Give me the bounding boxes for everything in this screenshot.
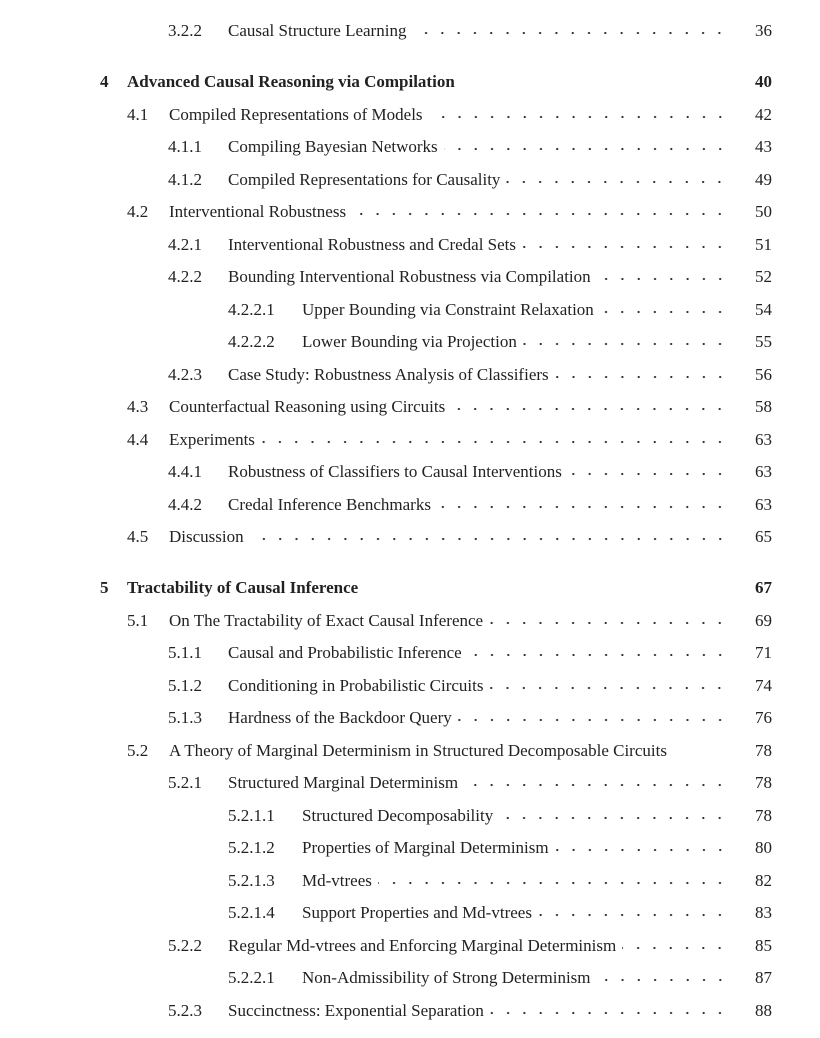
dot-leader — [506, 165, 728, 185]
dot-leader — [250, 522, 728, 542]
toc-entry-page: 69 — [755, 610, 772, 630]
toc-entry-body — [169, 521, 728, 554]
toc-entry-body — [169, 99, 728, 132]
toc-entry[interactable] — [0, 767, 820, 800]
toc-entry-number: 5 — [100, 578, 109, 597]
toc-entry[interactable] — [0, 164, 820, 197]
toc-entry-title: Discussion — [169, 527, 244, 546]
toc-entry[interactable] — [0, 735, 820, 768]
toc-entry-page: 74 — [755, 675, 772, 695]
toc-entry-title: Case Study: Robustness Analysis of Classifiers — [228, 364, 549, 384]
toc-entry-page: 43 — [755, 137, 772, 156]
dot-leader — [458, 703, 728, 723]
toc-entry-page: 82 — [755, 870, 772, 890]
toc-entry-title: Non-Admissibility of Strong Determinism — [302, 968, 591, 987]
toc-entry-body — [302, 897, 728, 930]
toc-entry-number: 4.2.2.1 — [228, 299, 275, 319]
toc-entry-body — [228, 995, 728, 1028]
toc-entry[interactable] — [0, 962, 820, 995]
toc-entry-title: Interventional Robustness — [169, 202, 347, 221]
toc-entry-number: 4.2.3 — [168, 364, 202, 384]
toc-entry[interactable] — [0, 865, 820, 898]
toc-entry-page: 78 — [755, 740, 772, 760]
toc-entry-page: 80 — [755, 838, 772, 857]
toc-entry-title: Credal Inference Benchmarks — [228, 494, 431, 514]
toc-entry-number: 5.2.3 — [168, 1000, 202, 1020]
toc-entry[interactable] — [0, 702, 820, 735]
toc-chapter-entry[interactable] — [0, 572, 820, 605]
toc-entry-number: 4.4.2 — [168, 494, 202, 514]
toc-entry-title: A Theory of Marginal Determinism in Structured Decomposable Circuits — [169, 740, 667, 760]
toc-entry-title: Succinctness: Exponential Separation — [228, 1000, 484, 1020]
toc-entry-number: 5.1.3 — [168, 708, 202, 727]
dot-leader — [451, 392, 728, 412]
toc-entry-number: 4.1.1 — [168, 137, 202, 156]
toc-entry-title: Bounding Interventional Robustness via Compilation — [228, 267, 591, 286]
toc-entry-body — [302, 865, 728, 898]
toc-entry-body — [169, 605, 728, 638]
dot-leader — [600, 295, 728, 315]
toc-entry-body — [228, 767, 728, 800]
toc-entry-page: 51 — [755, 234, 772, 254]
toc-entry-number: 5.2.1.1 — [228, 805, 275, 825]
dot-leader — [522, 230, 728, 250]
toc-entry-title: On The Tractability of Exact Causal Inference — [169, 610, 484, 630]
toc-entry[interactable] — [0, 605, 820, 638]
toc-entry-body — [228, 229, 728, 262]
toc-entry-title: Tractability of Causal Inference — [127, 578, 359, 597]
toc-entry-page: 40 — [755, 72, 772, 91]
toc-entry-page: 36 — [755, 21, 772, 40]
dot-leader — [568, 457, 728, 477]
toc-entry-body — [302, 294, 728, 327]
dot-leader — [499, 801, 728, 821]
toc-entry-number: 5.2.1 — [168, 773, 202, 792]
toc-entry[interactable] — [0, 456, 820, 489]
toc-entry[interactable] — [0, 326, 820, 359]
toc-entry-page: 71 — [755, 643, 772, 662]
toc-entry-body — [228, 164, 728, 197]
toc-entry-body — [169, 424, 728, 457]
toc-entry-page: 42 — [755, 104, 772, 124]
dot-leader — [597, 262, 728, 282]
toc-entry-title: Robustness of Classifiers to Causal Interventions — [228, 462, 562, 481]
toc-entry-page: 54 — [755, 299, 772, 319]
toc-entry-body — [302, 800, 728, 833]
dot-leader — [437, 490, 728, 510]
toc-entry-body — [228, 261, 728, 294]
dot-leader — [261, 425, 728, 445]
toc-entry-body — [228, 456, 728, 489]
toc-entry-body — [228, 702, 728, 735]
toc-entry-body — [169, 391, 728, 424]
toc-entry-number: 4.4.1 — [168, 462, 202, 481]
toc-entry-title: Counterfactual Reasoning using Circuits — [169, 397, 446, 416]
toc-entry[interactable] — [0, 897, 820, 930]
dot-leader — [468, 638, 728, 658]
toc-entry-page: 83 — [755, 903, 772, 922]
toc-entry-title: Interventional Robustness and Credal Sets — [228, 234, 517, 254]
toc-entry-page: 56 — [755, 364, 772, 384]
toc-entry-number: 4.1 — [127, 104, 149, 124]
dot-leader — [555, 360, 728, 380]
toc-entry-number: 4.4 — [127, 429, 149, 449]
toc-entry-number: 5.1.1 — [168, 643, 202, 662]
toc-entry-title: Conditioning in Probabilistic Circuits — [228, 675, 484, 695]
toc-entry-body — [228, 670, 728, 703]
toc-entry-title: Hardness of the Backdoor Query — [228, 708, 452, 727]
dot-leader — [489, 606, 728, 626]
toc-entry-number: 4.5 — [127, 527, 149, 546]
toc-entry-body — [127, 572, 728, 605]
toc-entry[interactable] — [0, 800, 820, 833]
toc-entry-title: Advanced Causal Reasoning via Compilation — [127, 72, 455, 91]
toc-entry-page: 55 — [755, 332, 772, 351]
toc-entry-number: 4.1.2 — [168, 169, 202, 189]
toc-entry-page: 87 — [755, 968, 772, 987]
toc-entry-number: 3.2.2 — [168, 21, 202, 40]
toc-entry[interactable] — [0, 294, 820, 327]
toc-entry-page: 63 — [755, 462, 772, 481]
toc-entry-body — [127, 66, 728, 99]
toc-entry[interactable] — [0, 359, 820, 392]
toc-entry[interactable] — [0, 995, 820, 1028]
dot-leader — [489, 671, 728, 691]
toc-entry[interactable] — [0, 521, 820, 554]
toc-entry-title: Lower Bounding via Projection — [302, 332, 517, 351]
toc-entry[interactable] — [0, 391, 820, 424]
toc-entry-page: 78 — [755, 773, 772, 792]
toc-entry-title: Compiling Bayesian Networks — [228, 137, 438, 156]
toc-entry[interactable] — [0, 424, 820, 457]
toc-entry-title: Regular Md-vtrees and Enforcing Marginal Determinism — [228, 935, 617, 955]
dot-leader — [490, 996, 728, 1016]
toc-entry[interactable] — [0, 196, 820, 229]
toc-entry-page: 65 — [755, 527, 772, 546]
toc-entry-body — [228, 930, 728, 963]
toc-entry-body — [302, 326, 728, 359]
toc-entry-page: 85 — [755, 935, 772, 955]
toc-entry-body — [228, 359, 728, 392]
toc-entry-number: 5.2 — [127, 740, 149, 760]
toc-entry-page: 63 — [755, 494, 772, 514]
toc-entry-body — [228, 131, 728, 164]
toc-entry-title: Md-vtrees — [302, 870, 372, 890]
toc-entry-title: Support Properties and Md-vtrees — [302, 903, 532, 922]
toc-entry-body — [169, 735, 766, 768]
toc-entry-title: Experiments — [169, 429, 255, 449]
dot-leader — [429, 100, 728, 120]
toc-entry-number: 4.2 — [127, 202, 149, 221]
table-of-contents — [0, 15, 820, 1027]
toc-entry-page: 49 — [755, 169, 772, 189]
toc-entry[interactable] — [0, 99, 820, 132]
toc-entry[interactable] — [0, 832, 820, 865]
toc-entry[interactable] — [0, 489, 820, 522]
toc-entry-number: 5.2.1.4 — [228, 903, 275, 922]
toc-entry[interactable] — [0, 261, 820, 294]
toc-entry[interactable] — [0, 131, 820, 164]
toc-entry-title: Compiled Representations for Causality — [228, 169, 501, 189]
dot-leader — [555, 833, 728, 853]
dot-leader — [378, 866, 728, 886]
dot-leader — [597, 963, 728, 983]
toc-entry-number: 4.3 — [127, 397, 149, 416]
toc-entry-number: 5.2.2.1 — [228, 968, 275, 987]
toc-entry-number: 5.2.1.2 — [228, 838, 275, 857]
toc-entry-body — [228, 15, 728, 48]
toc-entry-page: 88 — [755, 1000, 772, 1020]
toc-entry-title: Causal Structure Learning — [228, 21, 407, 40]
toc-entry-number: 5.2.2 — [168, 935, 202, 955]
toc-entry-number: 4 — [100, 72, 109, 91]
toc-entry-body — [228, 637, 728, 670]
dot-leader — [412, 16, 728, 36]
toc-entry-page: 76 — [755, 708, 772, 727]
toc-entry-title: Properties of Marginal Determinism — [302, 838, 549, 857]
toc-entry-page: 52 — [755, 267, 772, 286]
toc-entry[interactable] — [0, 637, 820, 670]
toc-entry-number: 4.2.1 — [168, 234, 202, 254]
toc-entry-title: Causal and Probabilistic Inference — [228, 643, 462, 662]
toc-entry-page: 50 — [755, 202, 772, 221]
toc-entry-number: 4.2.2 — [168, 267, 202, 286]
toc-entry-number: 5.1 — [127, 610, 149, 630]
dot-leader — [538, 898, 728, 918]
toc-entry-page: 63 — [755, 429, 772, 449]
dot-leader — [523, 327, 728, 347]
toc-entry-number: 5.1.2 — [168, 675, 202, 695]
toc-chapter-entry[interactable] — [0, 66, 820, 99]
toc-entry-title: Compiled Representations of Models — [169, 104, 423, 124]
toc-entry-body — [302, 832, 728, 865]
dot-leader — [622, 931, 728, 951]
toc-entry-title: Structured Decomposability — [302, 805, 494, 825]
dot-leader — [464, 768, 728, 788]
dot-leader — [352, 197, 728, 217]
toc-entry-page: 78 — [755, 805, 772, 825]
toc-entry[interactable] — [0, 670, 820, 703]
toc-entry-body — [169, 196, 728, 229]
toc-entry-number: 5.2.1.3 — [228, 870, 275, 890]
toc-entry-page: 58 — [755, 397, 772, 416]
dot-leader — [444, 132, 728, 152]
toc-entry[interactable] — [0, 930, 820, 963]
toc-entry-title: Upper Bounding via Constraint Relaxation — [302, 299, 594, 319]
toc-entry[interactable] — [0, 15, 820, 48]
toc-entry-page: 67 — [755, 578, 772, 597]
toc-entry-number: 4.2.2.2 — [228, 332, 275, 351]
toc-entry-body — [302, 962, 728, 995]
toc-entry-title: Structured Marginal Determinism — [228, 773, 459, 792]
toc-entry[interactable] — [0, 229, 820, 262]
toc-entry-body — [228, 489, 728, 522]
